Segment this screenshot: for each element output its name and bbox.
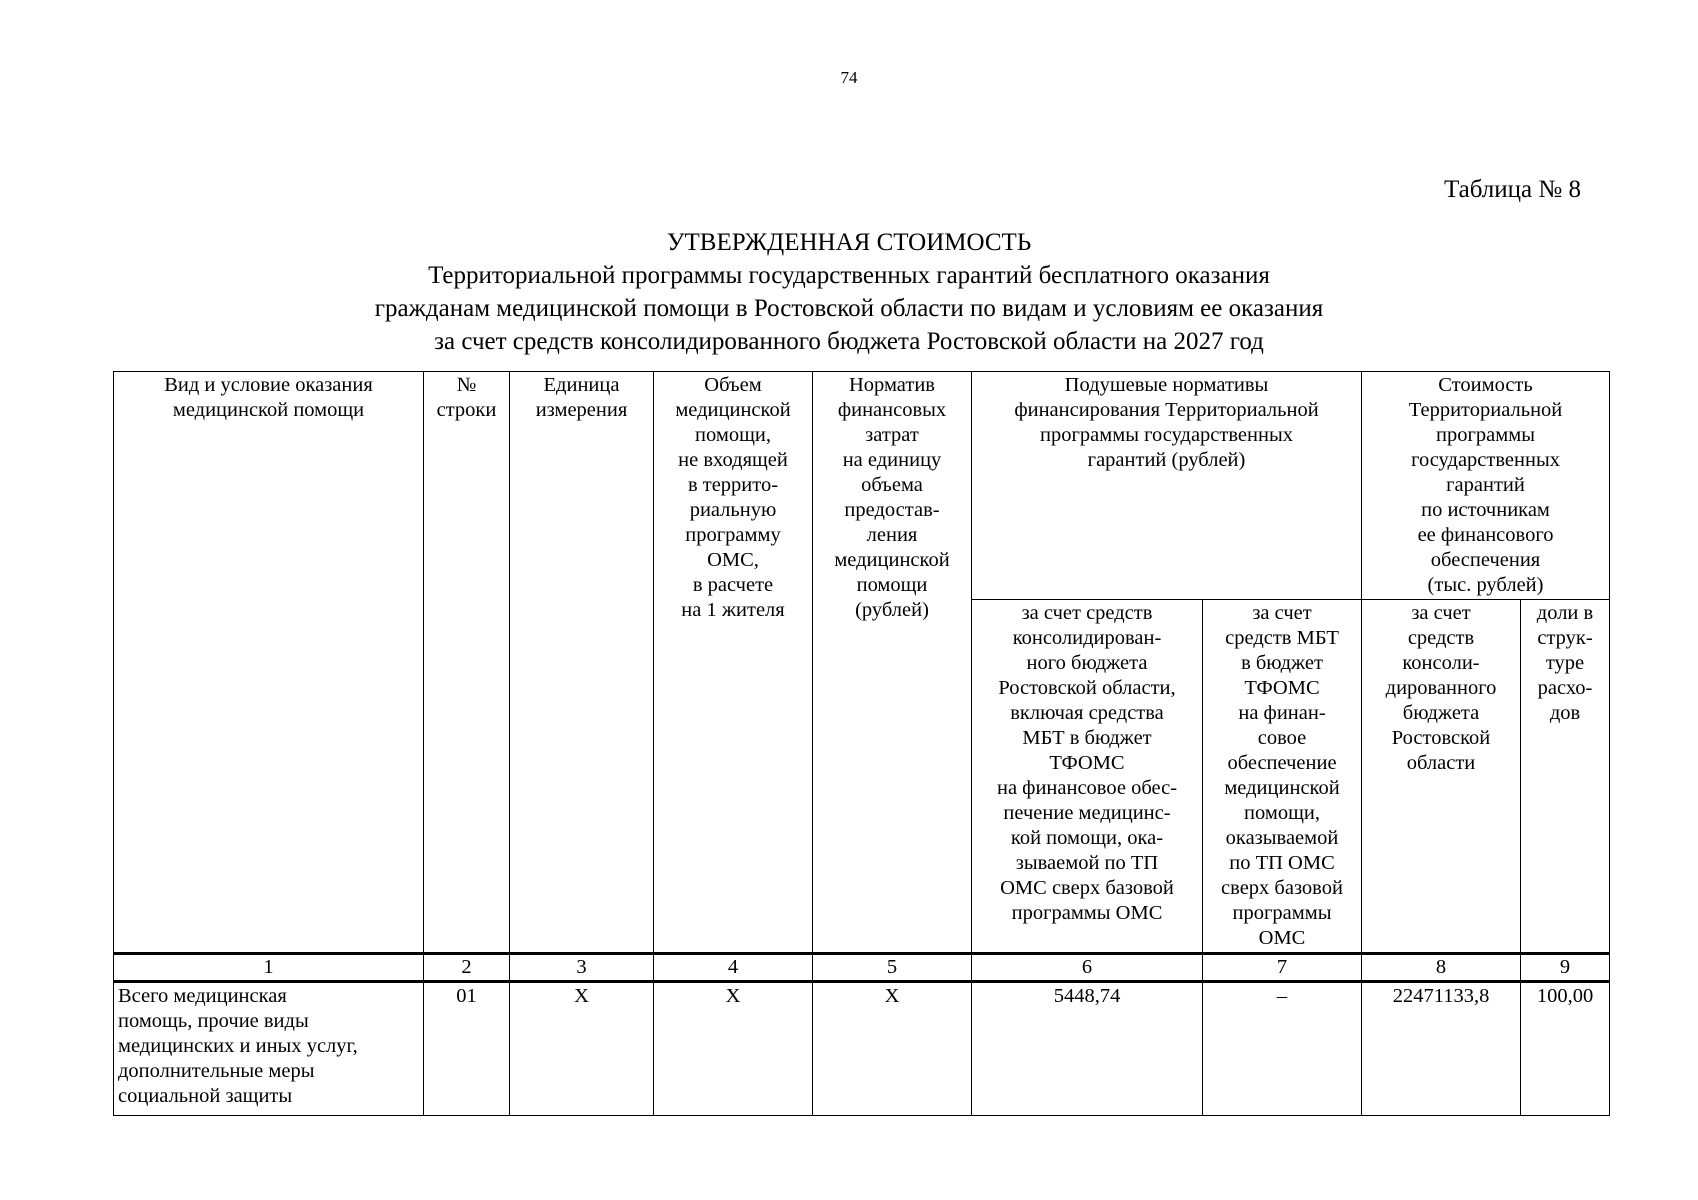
column-number: 2 (424, 954, 510, 982)
title-line-2: Территориальной программы государственных гарантий бесплатного оказания (428, 262, 1270, 289)
table-row (114, 982, 1610, 1116)
column-number: 3 (510, 954, 654, 982)
header-cost: Стоимость Территориальной программы государственных гарантий по источникам ее финансового обеспечения (тыс. рублей) (1362, 372, 1610, 600)
header-volume: Объем медицинской помощи, не входящей в террито- риальную программу ОМС, в расчете на 1 жителя (654, 372, 813, 954)
column-number: 5 (813, 954, 972, 982)
cell-volume: X (654, 982, 813, 1116)
cell-per-capita-consolidated: 5448,74 (972, 982, 1203, 1116)
header-cost-consolidated: за счет средств консоли- дированного бюджета Ростовской области (1362, 600, 1521, 954)
cell-cost-share: 100,00 (1521, 982, 1610, 1116)
header-norm: Норматив финансовых затрат на единицу объема предостав- ления медицинской помощи (рублей) (813, 372, 972, 954)
column-numbers-row (114, 954, 1610, 982)
column-number: 6 (972, 954, 1203, 982)
cell-cost-consolidated: 22471133,8 (1362, 982, 1521, 1116)
header-type: Вид и условие оказания медицинской помощи (114, 372, 424, 954)
cell-unit: X (510, 982, 654, 1116)
table-label: Таблица № 8 (1443, 176, 1581, 203)
cell-per-capita-mbt: – (1203, 982, 1362, 1116)
header-per-capita: Подушевые нормативы финансирования Территориальной программы государственных гарантий (рублей) (972, 372, 1362, 600)
header-cost-share: доли в струк- туре расхо- дов (1521, 600, 1610, 954)
header-row-number: № строки (424, 372, 510, 954)
title-line-1: УТВЕРЖДЕННАЯ СТОИМОСТЬ (666, 229, 1032, 256)
column-number: 7 (1203, 954, 1362, 982)
header-per-capita-mbt: за счет средств МБТ в бюджет ТФОМС на финан- совое обеспечение медицинской помощи, оказываемой по ТП ОМС сверх базовой программы ОМС (1203, 600, 1362, 954)
cell-row-number: 01 (424, 982, 510, 1116)
title-line-4: за счет средств консолидированного бюджета Ростовской области на 2027 год (434, 328, 1264, 355)
document-title (0, 226, 1698, 358)
header-unit: Единица измерения (510, 372, 654, 954)
title-line-3: гражданам медицинской помощи в Ростовской области по видам и условиям ее оказания (374, 295, 1324, 322)
cell-type: Всего медицинская помощь, прочие виды медицинских и иных услуг, дополнительные меры социальной защиты (114, 982, 424, 1116)
column-number: 8 (1362, 954, 1521, 982)
cost-table (113, 371, 1610, 1116)
header-per-capita-consolidated: за счет средств консолидирован- ного бюджета Ростовской области, включая средства МБТ в бюджет ТФОМС на финансовое обес- печение медицинс- кой помощи, ока- зываемой по ТП ОМС сверх базовой программы ОМС (972, 600, 1203, 954)
cell-norm: X (813, 982, 972, 1116)
page-number: 74 (840, 68, 858, 87)
column-number: 4 (654, 954, 813, 982)
column-number: 1 (114, 954, 424, 982)
column-number: 9 (1521, 954, 1610, 982)
